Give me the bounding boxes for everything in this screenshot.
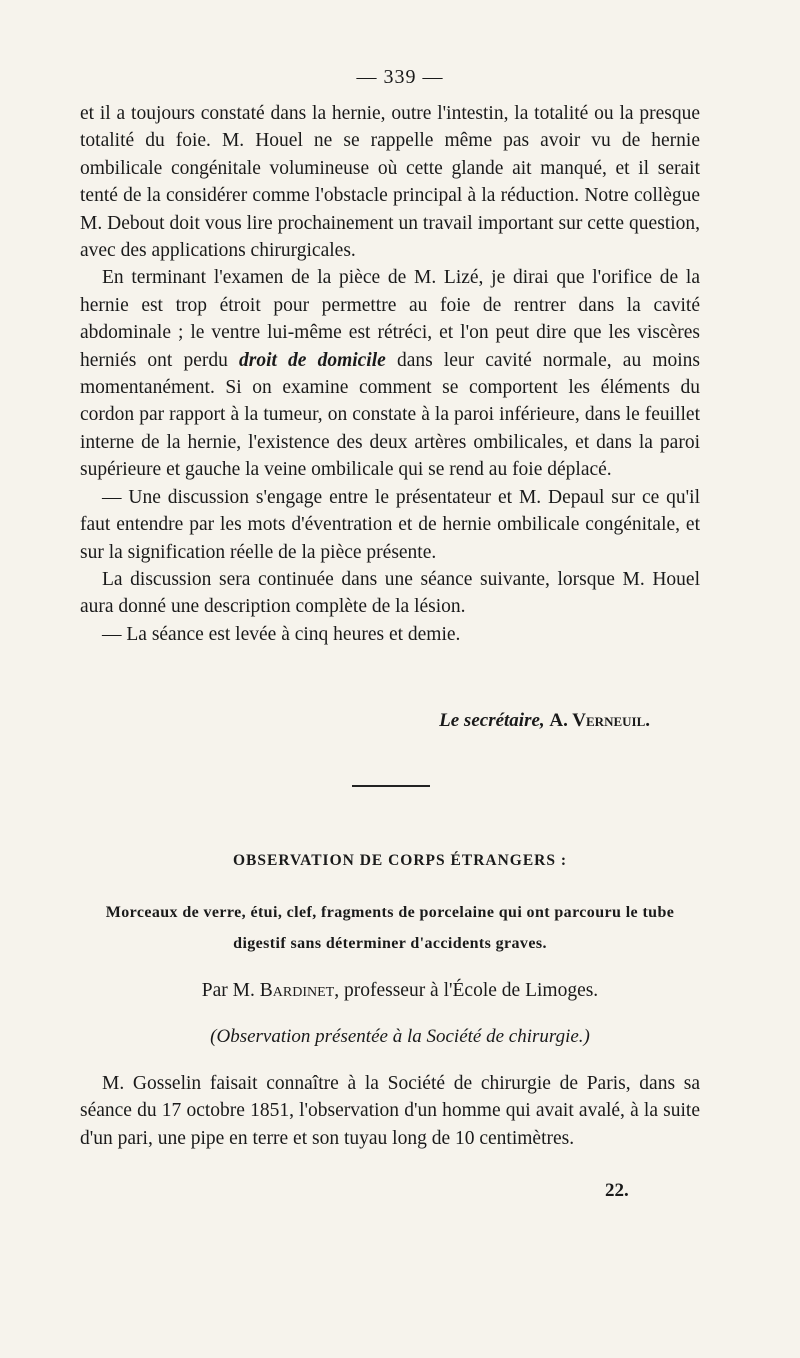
section-subtitle: Morceaux de verre, étui, clef, fragments de porcelaine qui ont parcouru le tube digestif sans déterminer d'accidents graves. [105, 904, 675, 952]
section-title: OBSERVATION DE CORPS ÉTRANGERS : [232, 852, 568, 869]
paragraph-gosselin: M. Gosselin faisait connaître à la Société de chirurgie de Paris, dans sa séance du 17 octobre 1851, l'observation d'un homme qui avait avalé, à la suite d'un pari, une pipe en terre et son tuyau long de 10 centimètres. [80, 1073, 700, 1149]
signature-role: Le secrétaire, [439, 710, 545, 731]
author-prefix: Par M. [201, 980, 255, 1001]
page-number: — 339 — [356, 66, 444, 88]
presentation-note: (Observation présentée à la Société de chirurgie.) [210, 1026, 590, 1047]
report-text [80, 100, 700, 648]
paragraph-discussion: — Une discussion s'engage entre le présentateur et M. Depaul sur ce qu'il faut entendre par les mots d'éventration et de hernie ombilicale congénitale, et sur la signification réelle de la pièce présente. [80, 486, 700, 563]
signature-name: A. Verneuil. [549, 710, 650, 731]
author-suffix: professeur à l'École de Limoges. [343, 980, 599, 1001]
paragraph-lize-start: En terminant l'examen de la pièce de M. Lizé, je dirai que l'orifice de la hernie est trop étroit pour permettre au foie de rentrer dans la cavité abdominale ; le ventre lui-même est rétréci, et l'on peut dire que les viscères herniés ont perdu [80, 267, 700, 371]
sheet-signature: 22. [605, 1180, 629, 1201]
emphasis-droit-de-domicile: droit de domicile [239, 349, 386, 371]
paragraph-lize-end: dans leur cavité normale, au moins momentanément. Si on examine comment se comportent les éléments du cordon par rapport à la tumeur, on constate à la paroi inférieure, dans le feuillet interne de la hernie, l'existence des deux artères ombilicales, et dans la paroi supérieure et gauche la veine ombilicale qui se rend au foie déplacé. [80, 349, 700, 481]
paragraph-lize [80, 264, 700, 483]
section-divider [352, 785, 430, 787]
paragraph-continuation: La discussion sera continuée dans une séance suivante, lorsque M. Houel aura donné une description complète de la lésion. [80, 568, 700, 618]
observation-text [80, 1070, 700, 1152]
paragraph-houel: et il a toujours constaté dans la hernie, outre l'intestin, la totalité ou la presque totalité du foie. M. Houel ne se rappelle même pas avoir vu de hernie ombilicale congénitale volumineuse où cette glande ait manqué, et il serait tenté de la considérer comme l'obstacle principal à la réduction. Notre collègue M. Debout doit vous lire prochainement un travail important sur cette question, avec des applications chirurgicales. [80, 103, 700, 262]
secretary-signature [439, 710, 650, 732]
author-name: Bardinet, [259, 980, 340, 1001]
author-line [0, 980, 800, 1002]
paragraph-closing: — La séance est levée à cinq heures et demie. [102, 623, 461, 645]
